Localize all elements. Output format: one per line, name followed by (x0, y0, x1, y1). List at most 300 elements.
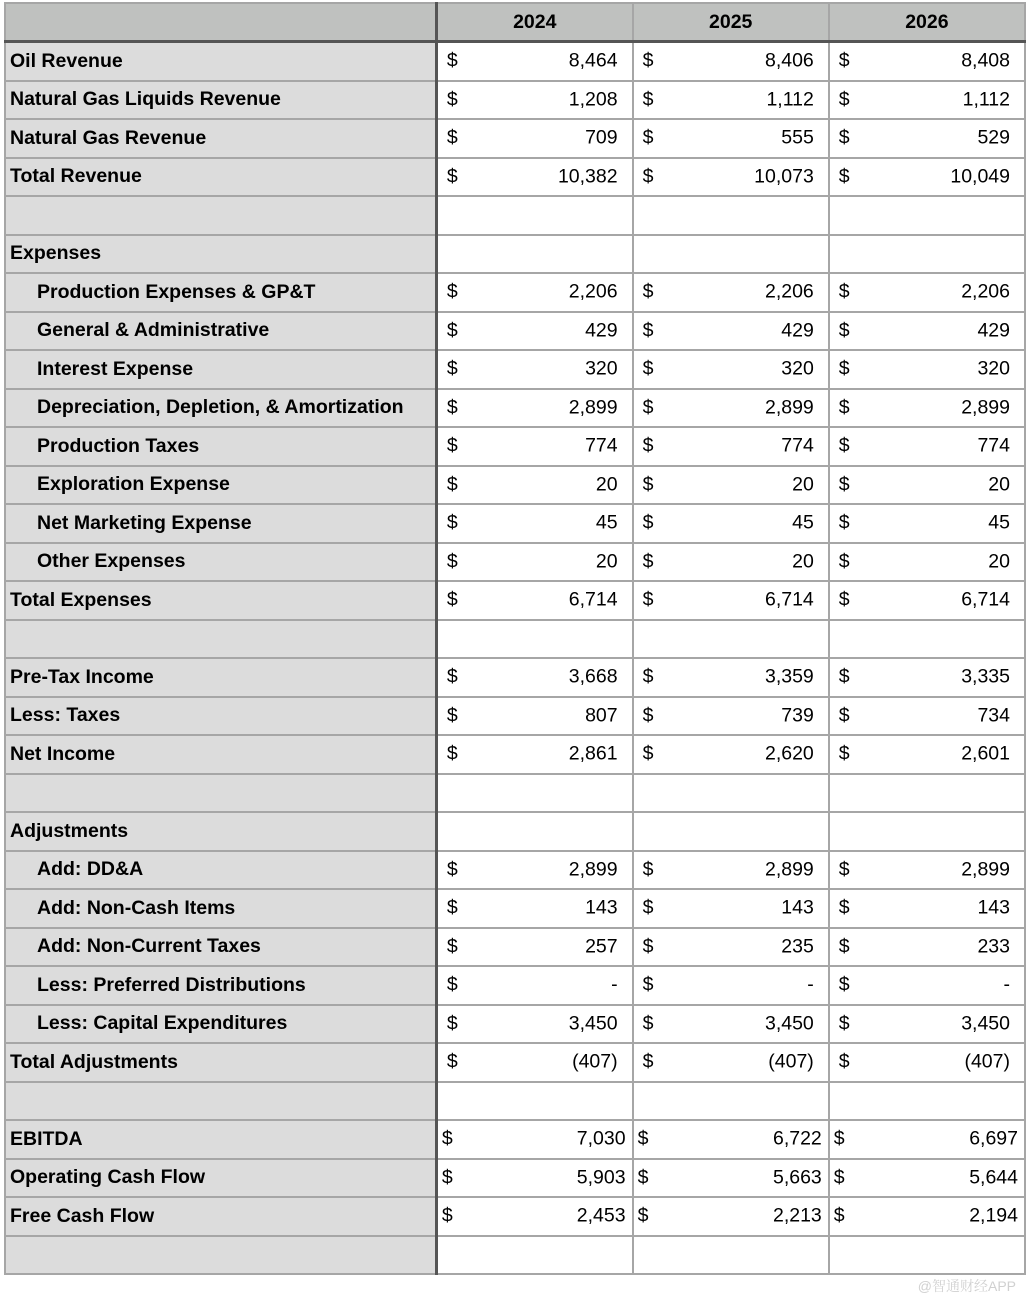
value-cell-2026[interactable] (829, 235, 1025, 274)
value-cell-2025[interactable] (633, 1197, 829, 1236)
value-cell-2025[interactable] (633, 350, 829, 389)
cell-value: 10,073 (754, 165, 814, 188)
value-cell-2025[interactable] (633, 812, 829, 851)
cell-value: 3,450 (961, 1012, 1010, 1035)
table-row (5, 350, 1025, 389)
row-label-cell[interactable]: Adjustments (5, 812, 436, 851)
currency-symbol: $ (838, 49, 850, 72)
value-cell-2025[interactable] (633, 235, 829, 274)
value-cell-2024[interactable] (436, 158, 632, 197)
currency-symbol: $ (642, 511, 654, 534)
value-cell-2026[interactable] (829, 1159, 1025, 1198)
row-label-cell[interactable]: Oil Revenue (5, 42, 436, 81)
currency-symbol: $ (446, 742, 458, 765)
table-row (5, 581, 1025, 620)
currency-symbol: $ (446, 704, 458, 727)
currency-symbol: $ (838, 588, 850, 611)
value-cell-2024[interactable] (436, 312, 632, 351)
row-label-cell[interactable] (5, 620, 436, 659)
table-row (5, 697, 1025, 736)
cell-value: 2,453 (576, 1204, 626, 1227)
value-cell-2024[interactable] (436, 427, 632, 466)
cell-value: 45 (988, 511, 1010, 534)
currency-symbol: $ (446, 550, 458, 573)
table-row (5, 158, 1025, 197)
cell-value: 143 (977, 896, 1010, 919)
cell-value: 2,899 (764, 858, 814, 881)
cell-value: 20 (595, 473, 618, 496)
cell-value: 20 (595, 550, 618, 573)
cell-value: (407) (572, 1050, 618, 1073)
value-cell-2026[interactable] (829, 658, 1025, 697)
value-cell-2024[interactable] (436, 273, 632, 312)
currency-symbol: $ (446, 896, 458, 919)
currency-symbol: $ (441, 1166, 453, 1189)
cell-value: 2,601 (961, 742, 1010, 765)
currency-symbol: $ (642, 434, 654, 457)
currency-symbol: $ (838, 88, 850, 111)
row-label-cell[interactable]: Other Expenses (5, 543, 436, 582)
cell-value: 20 (988, 473, 1010, 496)
table-row (5, 658, 1025, 697)
row-label-cell[interactable]: Total Expenses (5, 581, 436, 620)
value-cell-2026[interactable] (829, 774, 1025, 813)
cell-value: - (807, 973, 814, 996)
cell-value: 320 (585, 357, 618, 380)
table-row (5, 735, 1025, 774)
cell-value: 2,899 (764, 396, 814, 419)
currency-symbol: $ (642, 704, 654, 727)
cell-value: 2,899 (961, 396, 1010, 419)
value-cell-2025[interactable] (633, 543, 829, 582)
value-cell-2026[interactable] (829, 1197, 1025, 1236)
value-cell-2026[interactable] (829, 543, 1025, 582)
value-cell-2026[interactable] (829, 889, 1025, 928)
blank-row (5, 1082, 1025, 1121)
value-cell-2024[interactable] (436, 966, 632, 1005)
value-cell-2025[interactable] (633, 273, 829, 312)
value-cell-2025[interactable] (633, 774, 829, 813)
table-row (5, 389, 1025, 428)
currency-symbol: $ (838, 280, 850, 303)
financial-projection-table (4, 2, 1026, 1275)
currency-symbol: $ (637, 1127, 649, 1150)
currency-symbol: $ (838, 511, 850, 534)
currency-symbol: $ (642, 165, 654, 188)
row-label-cell[interactable]: Free Cash Flow (5, 1197, 436, 1236)
value-cell-2025[interactable] (633, 1120, 829, 1159)
cell-value: 6,714 (961, 588, 1010, 611)
table-row (5, 81, 1025, 120)
currency-symbol: $ (642, 280, 654, 303)
cell-value: 774 (585, 434, 618, 457)
cell-value: 734 (977, 704, 1010, 727)
currency-symbol: $ (642, 665, 654, 688)
table-row (5, 119, 1025, 158)
cell-value: 320 (977, 357, 1010, 380)
row-label-cell[interactable] (5, 196, 436, 235)
column-header-2026[interactable]: 2026 (829, 3, 1025, 42)
currency-symbol: $ (838, 126, 850, 149)
cell-value: 3,450 (764, 1012, 814, 1035)
currency-symbol: $ (446, 588, 458, 611)
value-cell-2026[interactable] (829, 812, 1025, 851)
row-label-cell[interactable]: Net Marketing Expense (5, 504, 436, 543)
row-label-cell[interactable]: Natural Gas Liquids Revenue (5, 81, 436, 120)
cell-value: 2,620 (764, 742, 814, 765)
cell-value: 320 (781, 357, 814, 380)
value-cell-2026[interactable] (829, 42, 1025, 81)
value-cell-2026[interactable] (829, 1043, 1025, 1082)
currency-symbol: $ (838, 973, 850, 996)
cell-value: 3,450 (568, 1012, 618, 1035)
cell-value: 10,382 (557, 165, 618, 188)
value-cell-2024[interactable] (436, 196, 632, 235)
table-row (5, 928, 1025, 967)
currency-symbol: $ (642, 858, 654, 881)
value-cell-2026[interactable] (829, 158, 1025, 197)
value-cell-2025[interactable] (633, 928, 829, 967)
currency-symbol: $ (838, 704, 850, 727)
currency-symbol: $ (838, 1012, 850, 1035)
cell-value: 5,663 (772, 1166, 822, 1189)
cell-value: 2,206 (961, 280, 1010, 303)
row-label-cell[interactable]: Expenses (5, 235, 436, 274)
value-cell-2026[interactable] (829, 697, 1025, 736)
value-cell-2025[interactable] (633, 466, 829, 505)
currency-symbol: $ (446, 434, 458, 457)
currency-symbol: $ (642, 588, 654, 611)
value-cell-2026[interactable] (829, 427, 1025, 466)
value-cell-2025[interactable] (633, 504, 829, 543)
currency-symbol: $ (642, 973, 654, 996)
cell-value: 5,644 (969, 1166, 1018, 1189)
row-label-cell[interactable] (5, 774, 436, 813)
table-row (5, 1005, 1025, 1044)
currency-symbol: $ (446, 1050, 458, 1073)
cell-value: 429 (977, 319, 1010, 342)
value-cell-2026[interactable] (829, 273, 1025, 312)
value-cell-2025[interactable] (633, 658, 829, 697)
currency-symbol: $ (838, 896, 850, 919)
cell-value: - (1003, 973, 1010, 996)
cell-value: 1,112 (766, 88, 814, 111)
cell-value: 8,408 (961, 49, 1010, 72)
cell-value: 1,208 (568, 88, 618, 111)
currency-symbol: $ (838, 473, 850, 496)
value-cell-2026[interactable] (829, 620, 1025, 659)
row-label-cell[interactable]: Add: DD&A (5, 851, 436, 890)
currency-symbol: $ (642, 1050, 654, 1073)
cell-value: 20 (792, 550, 814, 573)
row-label-cell[interactable]: General & Administrative (5, 312, 436, 351)
value-cell-2025[interactable] (633, 889, 829, 928)
column-header-2025[interactable]: 2025 (633, 3, 829, 42)
currency-symbol: $ (446, 49, 458, 72)
row-label-cell[interactable] (5, 1236, 436, 1275)
currency-symbol: $ (642, 473, 654, 496)
value-cell-2024[interactable] (436, 1159, 632, 1198)
currency-symbol: $ (838, 357, 850, 380)
cell-value: 235 (781, 935, 814, 958)
value-cell-2024[interactable] (436, 235, 632, 274)
value-cell-2024[interactable] (436, 1043, 632, 1082)
cell-value: 429 (781, 319, 814, 342)
section-header-row (5, 235, 1025, 274)
value-cell-2025[interactable] (633, 1082, 829, 1121)
currency-symbol: $ (637, 1166, 649, 1189)
value-cell-2024[interactable] (436, 81, 632, 120)
table-row (5, 273, 1025, 312)
value-cell-2026[interactable] (829, 735, 1025, 774)
value-cell-2026[interactable] (829, 1082, 1025, 1121)
row-label-cell[interactable]: Pre-Tax Income (5, 658, 436, 697)
currency-symbol: $ (642, 896, 654, 919)
value-cell-2026[interactable] (829, 119, 1025, 158)
currency-symbol: $ (838, 1050, 850, 1073)
value-cell-2026[interactable] (829, 504, 1025, 543)
row-label-cell[interactable]: EBITDA (5, 1120, 436, 1159)
value-cell-2024[interactable] (436, 735, 632, 774)
value-cell-2026[interactable] (829, 851, 1025, 890)
cell-value: 6,714 (568, 588, 618, 611)
blank-row (5, 1236, 1025, 1275)
currency-symbol: $ (838, 396, 850, 419)
currency-symbol: $ (642, 357, 654, 380)
currency-symbol: $ (642, 1012, 654, 1035)
value-cell-2026[interactable] (829, 966, 1025, 1005)
value-cell-2024[interactable] (436, 1005, 632, 1044)
currency-symbol: $ (838, 858, 850, 881)
value-cell-2026[interactable] (829, 1120, 1025, 1159)
cell-value: 3,668 (568, 665, 618, 688)
column-header-2024[interactable]: 2024 (436, 3, 632, 42)
value-cell-2025[interactable] (633, 389, 829, 428)
currency-symbol: $ (642, 935, 654, 958)
cell-value: 8,406 (764, 49, 814, 72)
currency-symbol: $ (446, 165, 458, 188)
value-cell-2024[interactable] (436, 697, 632, 736)
cell-value: 2,213 (772, 1204, 822, 1227)
cell-value: 1,112 (962, 88, 1010, 111)
currency-symbol: $ (833, 1204, 845, 1227)
currency-symbol: $ (446, 88, 458, 111)
cell-value: 45 (595, 511, 618, 534)
currency-symbol: $ (838, 165, 850, 188)
value-cell-2024[interactable] (436, 350, 632, 389)
value-cell-2024[interactable] (436, 1120, 632, 1159)
cell-value: 2,861 (568, 742, 618, 765)
currency-symbol: $ (441, 1204, 453, 1227)
row-label-cell[interactable]: Total Revenue (5, 158, 436, 197)
value-cell-2024[interactable] (436, 504, 632, 543)
table-row (5, 427, 1025, 466)
cell-value: - (611, 973, 618, 996)
currency-symbol: $ (838, 550, 850, 573)
row-label-cell[interactable]: Depreciation, Depletion, & Amortization (5, 389, 436, 428)
value-cell-2025[interactable] (633, 851, 829, 890)
blank-row (5, 196, 1025, 235)
currency-symbol: $ (441, 1127, 453, 1150)
currency-symbol: $ (642, 550, 654, 573)
value-cell-2026[interactable] (829, 466, 1025, 505)
value-cell-2024[interactable] (436, 119, 632, 158)
value-cell-2025[interactable] (633, 1236, 829, 1275)
value-cell-2025[interactable] (633, 119, 829, 158)
currency-symbol: $ (446, 396, 458, 419)
cell-value: 6,722 (772, 1127, 822, 1150)
value-cell-2024[interactable] (436, 928, 632, 967)
currency-symbol: $ (446, 319, 458, 342)
value-cell-2024[interactable] (436, 812, 632, 851)
value-cell-2024[interactable] (436, 1236, 632, 1275)
header-corner-cell[interactable] (5, 3, 436, 42)
cell-value: 20 (988, 550, 1010, 573)
table-row (5, 312, 1025, 351)
currency-symbol: $ (642, 49, 654, 72)
currency-symbol: $ (838, 319, 850, 342)
value-cell-2025[interactable] (633, 697, 829, 736)
value-cell-2025[interactable] (633, 81, 829, 120)
watermark: @智通财经APP (917, 1278, 1016, 1294)
cell-value: 257 (585, 935, 618, 958)
cell-value: 143 (585, 896, 618, 919)
currency-symbol: $ (446, 973, 458, 996)
cell-value: 709 (585, 126, 618, 149)
value-cell-2024[interactable] (436, 42, 632, 81)
value-cell-2025[interactable] (633, 1005, 829, 1044)
currency-symbol: $ (838, 742, 850, 765)
cell-value: 2,899 (568, 396, 618, 419)
cell-value: 6,697 (969, 1127, 1018, 1150)
currency-symbol: $ (446, 280, 458, 303)
row-label-cell[interactable]: Exploration Expense (5, 466, 436, 505)
cell-value: 555 (781, 126, 814, 149)
row-label-cell[interactable]: Less: Taxes (5, 697, 436, 736)
currency-symbol: $ (446, 126, 458, 149)
table-body (5, 42, 1025, 1275)
value-cell-2026[interactable] (829, 581, 1025, 620)
row-label-cell[interactable]: Add: Non-Cash Items (5, 889, 436, 928)
table-row (5, 966, 1025, 1005)
cell-value: 2,206 (568, 280, 618, 303)
value-cell-2026[interactable] (829, 1236, 1025, 1275)
value-cell-2025[interactable] (633, 581, 829, 620)
currency-symbol: $ (446, 511, 458, 534)
cell-value: 2,899 (568, 858, 618, 881)
cell-value: 774 (781, 434, 814, 457)
cell-value: 6,714 (764, 588, 814, 611)
currency-symbol: $ (446, 357, 458, 380)
value-cell-2025[interactable] (633, 966, 829, 1005)
row-label-cell[interactable]: Add: Non-Current Taxes (5, 928, 436, 967)
cell-value: 807 (585, 704, 618, 727)
section-header-row (5, 812, 1025, 851)
table-row (5, 543, 1025, 582)
cell-value: 10,049 (950, 165, 1010, 188)
currency-symbol: $ (446, 1012, 458, 1035)
value-cell-2025[interactable] (633, 42, 829, 81)
row-label-cell[interactable]: Less: Capital Expenditures (5, 1005, 436, 1044)
currency-symbol: $ (833, 1166, 845, 1189)
currency-symbol: $ (838, 434, 850, 457)
cell-value: (407) (768, 1050, 814, 1073)
value-cell-2025[interactable] (633, 312, 829, 351)
cell-value: 233 (977, 935, 1010, 958)
value-cell-2024[interactable] (436, 581, 632, 620)
currency-symbol: $ (838, 665, 850, 688)
value-cell-2026[interactable] (829, 350, 1025, 389)
currency-symbol: $ (642, 396, 654, 419)
value-cell-2024[interactable] (436, 543, 632, 582)
currency-symbol: $ (637, 1204, 649, 1227)
row-label-cell[interactable]: Natural Gas Revenue (5, 119, 436, 158)
value-cell-2025[interactable] (633, 158, 829, 197)
cell-value: 429 (585, 319, 618, 342)
currency-symbol: $ (642, 126, 654, 149)
currency-symbol: $ (446, 473, 458, 496)
table-row (5, 504, 1025, 543)
value-cell-2024[interactable] (436, 889, 632, 928)
currency-symbol: $ (446, 665, 458, 688)
row-label-cell[interactable]: Operating Cash Flow (5, 1159, 436, 1198)
row-label-cell[interactable]: Production Expenses & GP&T (5, 273, 436, 312)
table-row (5, 1120, 1025, 1159)
row-label-cell[interactable]: Total Adjustments (5, 1043, 436, 1082)
value-cell-2026[interactable] (829, 81, 1025, 120)
row-label-cell[interactable] (5, 1082, 436, 1121)
row-label-cell[interactable]: Less: Preferred Distributions (5, 966, 436, 1005)
value-cell-2024[interactable] (436, 774, 632, 813)
value-cell-2026[interactable] (829, 928, 1025, 967)
cell-value: (407) (964, 1050, 1010, 1073)
cell-value: 143 (781, 896, 814, 919)
cell-value: 3,335 (961, 665, 1010, 688)
cell-value: 8,464 (568, 49, 618, 72)
row-label-cell[interactable]: Net Income (5, 735, 436, 774)
value-cell-2025[interactable] (633, 1043, 829, 1082)
value-cell-2024[interactable] (436, 658, 632, 697)
value-cell-2024[interactable] (436, 466, 632, 505)
cell-value: 2,206 (764, 280, 814, 303)
row-label-cell[interactable]: Interest Expense (5, 350, 436, 389)
table-row (5, 466, 1025, 505)
value-cell-2025[interactable] (633, 196, 829, 235)
value-cell-2024[interactable] (436, 1197, 632, 1236)
value-cell-2026[interactable] (829, 1005, 1025, 1044)
cell-value: 529 (977, 126, 1010, 149)
cell-value: 20 (792, 473, 814, 496)
value-cell-2025[interactable] (633, 427, 829, 466)
value-cell-2026[interactable] (829, 389, 1025, 428)
value-cell-2024[interactable] (436, 620, 632, 659)
table-row (5, 851, 1025, 890)
value-cell-2025[interactable] (633, 620, 829, 659)
row-label-cell[interactable]: Production Taxes (5, 427, 436, 466)
value-cell-2024[interactable] (436, 1082, 632, 1121)
blank-row (5, 620, 1025, 659)
value-cell-2024[interactable] (436, 389, 632, 428)
value-cell-2024[interactable] (436, 851, 632, 890)
value-cell-2026[interactable] (829, 312, 1025, 351)
table-row (5, 889, 1025, 928)
value-cell-2025[interactable] (633, 735, 829, 774)
cell-value: 774 (977, 434, 1010, 457)
value-cell-2025[interactable] (633, 1159, 829, 1198)
currency-symbol: $ (446, 858, 458, 881)
cell-value: 739 (781, 704, 814, 727)
value-cell-2026[interactable] (829, 196, 1025, 235)
